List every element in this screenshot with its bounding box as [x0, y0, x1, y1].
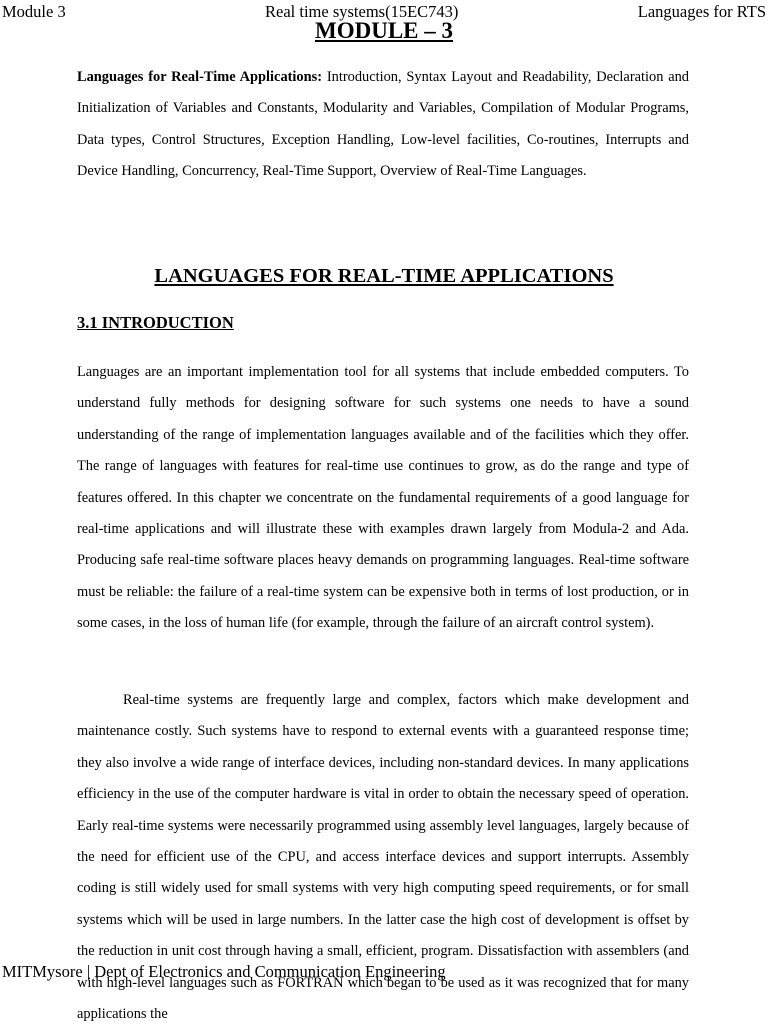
header-module-label: Module 3	[2, 2, 66, 21]
page-footer: MITMysore | Dept of Electronics and Communication Engineering	[2, 962, 446, 981]
header-topic-label: Languages for RTS	[637, 2, 766, 21]
syllabus-paragraph	[77, 62, 689, 188]
body-paragraph: Real-time systems are frequently large and complex, factors which make development and maintenance costly. Such systems have to respond to external events with a guaranteed response time; they also involve a wide range of interface devices, including non-standard devices. In many applications efficiency in the use of the computer hardware is vital in order to obtain the necessary speed of operation. Early real-time systems were necessarily programmed using assembly level languages, largely because of the need for efficient use of the CPU, and access interface devices and support interrupts. Assembly coding is still widely used for small systems with very high computing speed requirements, or for small systems which will be used in large numbers. In the latter case the high cost of development is offset by the reduction in unit cost through having a small, efficient, program. Dissatisfaction with assemblers (and with high-level languages such as FORTRAN which began to be used as it was recognized that for many applications the	[77, 692, 689, 1023]
header-course-title: Real time systems(15EC743)	[265, 2, 459, 21]
section-heading: LANGUAGES FOR REAL-TIME APPLICATIONS	[154, 265, 614, 287]
syllabus-lead: Languages for Real-Time Applications:	[77, 69, 323, 85]
body-paragraph: Languages are an important implementation tool for all systems that include embedded computers. To understand fully methods for designing software for such systems one needs to have a sound understanding of the range of implementation languages available and of the facilities which they offer. The range of languages with features for real-time use continues to grow, as do the range and type of features offered. In this chapter we concentrate on the fundamental requirements of a good language for real-time applications and will illustrate these with examples drawn largely from Modula-2 and Ada. Producing safe real-time software places heavy demands on programming languages. Real-time software must be reliable: the failure of a real-time system can be expensive both in terms of lost production, or in some cases, in the loss of human life (for example, through the failure of an aircraft control system).	[77, 364, 689, 632]
syllabus-body: Introduction, Syntax Layout and Readability, Declaration and Initialization of Variables and Constants, Modularity and Variables, Compilation of Modular Programs, Data types, Control Structures, Exception Handling, Low-level facilities, Co-routines, Interrupts and Device Handling, Concurrency, Real-Time Support, Overview of Real-Time Languages.	[77, 69, 689, 180]
subsection-heading: 3.1 INTRODUCTION	[77, 313, 234, 332]
module-title: MODULE – 3	[315, 18, 453, 43]
